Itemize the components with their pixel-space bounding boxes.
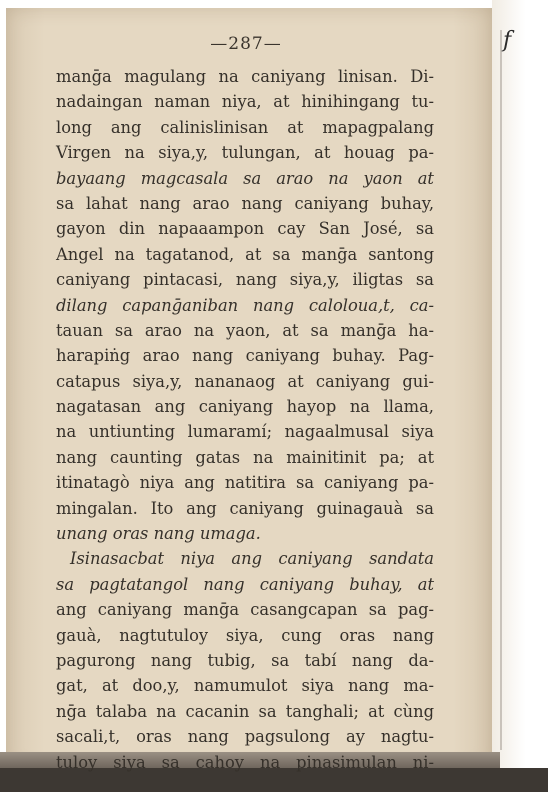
text-line: nagatasan ang caniyang hayop na llama, <box>56 397 434 417</box>
text-line: harapiṅg arao nang caniyang buhay. Pag- <box>56 346 434 366</box>
text-line: pagurong nang tubig, sa tabí nang da- <box>56 650 434 670</box>
text-segment: magcasala sa arao na yaon at <box>140 168 434 188</box>
text-line: mingalan. Ito ang caniyang guinagauà sa <box>56 498 434 518</box>
text-line: gayon din napaaampon cay San José, sa <box>56 219 434 239</box>
text-line: long ang calinislinisan at mapagpalang <box>56 117 434 137</box>
text-line: nadaingan naman niya, at hinihingang tu- <box>56 92 434 112</box>
text-line: catapus siya,y, nananaog at caniyang gui- <box>56 371 434 391</box>
margin-pen-mark: f <box>503 28 512 53</box>
text-segment: bayaang <box>56 168 126 188</box>
text-segment <box>126 169 141 188</box>
page-body-text <box>56 64 434 775</box>
page-number: —287— <box>210 34 282 54</box>
text-line: caniyang pintacasi, nang siya,y, iligtas sa <box>56 270 434 290</box>
text-line: ang caniyang manḡa casangcapan sa pag- <box>56 600 434 620</box>
text-line: nḡa talaba na cacanin sa tanghali; at cùng <box>56 701 434 721</box>
text-line: manḡa magulang na caniyang linisan. Di- <box>56 67 434 86</box>
text-line <box>56 140 434 165</box>
text-line: sacali,t, oras nang pagsulong ay nagtu- <box>56 727 434 747</box>
text-line: na untiunting lumaramí; nagaalmusal siya <box>56 422 434 442</box>
text-line: itinatagò niya ang natitira sa caniyang pa- <box>56 473 434 493</box>
text-line <box>56 166 434 191</box>
text-line: Isinasacbat niya ang caniyang sandata <box>70 549 434 569</box>
page-edge-line <box>500 30 502 750</box>
text-line: sa lahat nang arao nang caniyang buhay, <box>56 193 434 213</box>
text-line: gat, at doo,y, namumulot siya nang ma- <box>56 676 434 696</box>
text-line: sa pagtatangol nang caniyang buhay, at <box>56 574 434 594</box>
text-line: gauà, nagtutuloy siya, cung oras nang <box>56 625 434 645</box>
text-line: tauan sa arao na yaon, at sa manḡa ha- <box>56 320 434 340</box>
text-line: unang oras nang umaga. <box>56 524 261 544</box>
text-line: Angel na tagatanod, at sa manḡa santong <box>56 244 434 264</box>
text-line: tuloy siya sa cahoy na pinasimulan ni- <box>56 752 434 772</box>
text-line: nang caunting gatas na mainitinit pa; at <box>56 447 434 467</box>
text-segment: Virgen na siya,y, tulungan, at houag pa- <box>56 143 434 163</box>
text-line: dilang capanḡaniban nang caloloua,t, ca- <box>56 295 434 315</box>
